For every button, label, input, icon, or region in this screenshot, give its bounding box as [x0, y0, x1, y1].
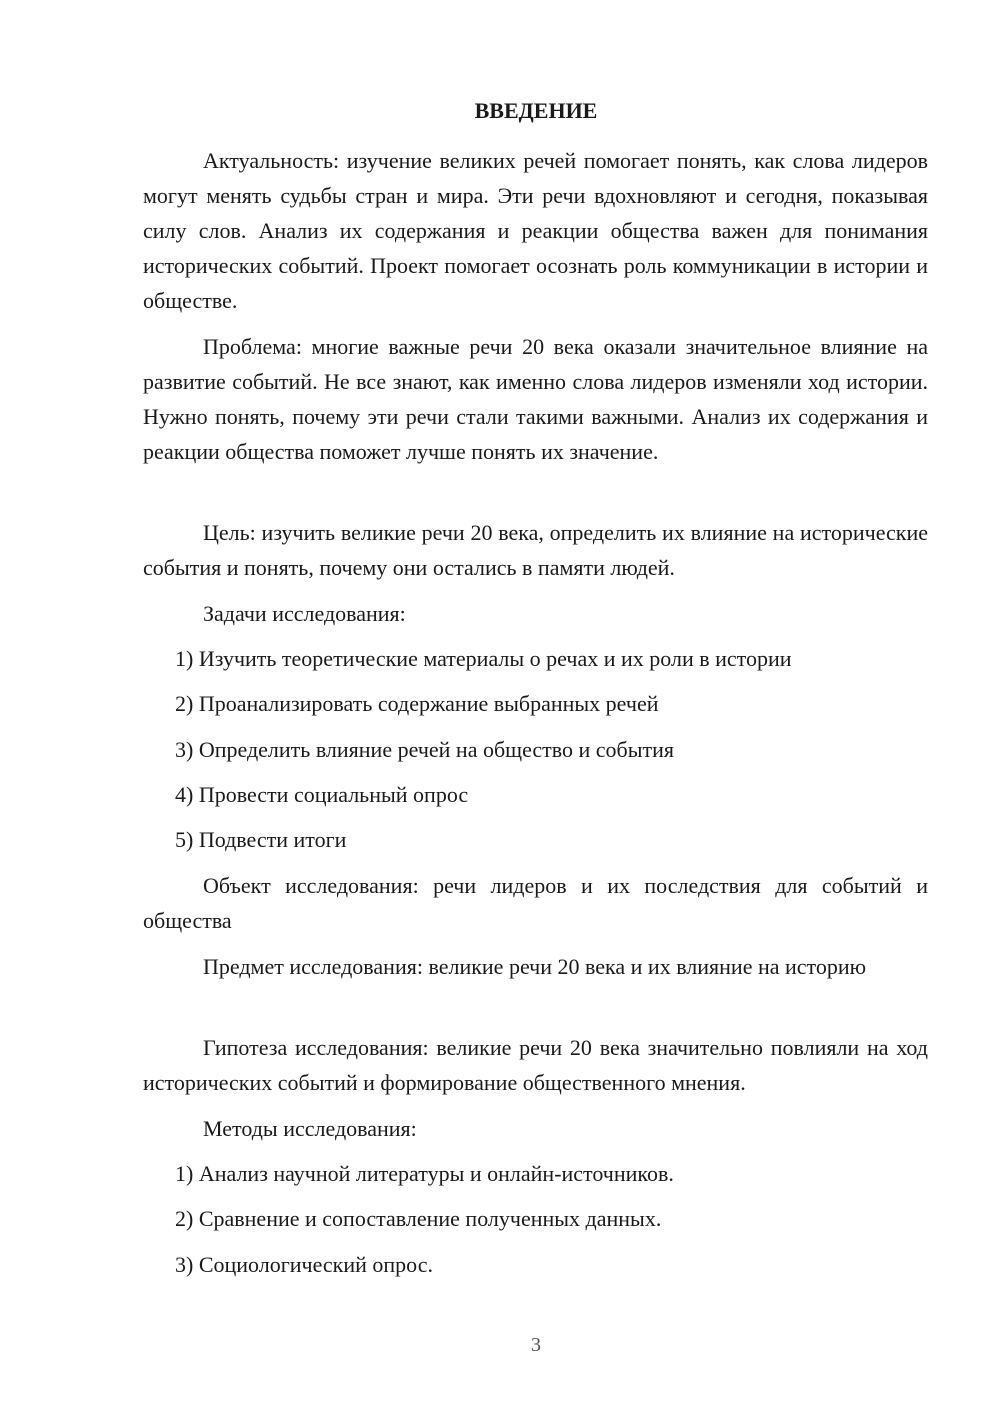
- section-title: ВВЕДЕНИЕ: [474, 98, 598, 123]
- tasks-heading: Задачи исследования:: [203, 601, 406, 626]
- task-item: 2) Проанализировать содержание выбранных речей: [175, 691, 659, 716]
- task-item: 4) Провести социальный опрос: [175, 782, 469, 807]
- problem-paragraph: Проблема: многие важные речи 20 века оказали значительное влияние на развитие событий. Не все знают, как именно слова лидеров изменяли ход истории. Нужно понять, почему эти речи стали такими важными. Анализ их содержания и реакции общества поможет лучше понять их значение.: [143, 334, 928, 464]
- task-item: 3) Определить влияние речей на общество и события: [175, 737, 675, 762]
- method-item: 3) Социологический опрос.: [175, 1252, 433, 1277]
- subject-paragraph: Предмет исследования: великие речи 20 века и их влияние на историю: [203, 954, 867, 979]
- method-item: 1) Анализ научной литературы и онлайн-источников.: [175, 1161, 674, 1186]
- task-item: 5) Подвести итоги: [175, 827, 347, 852]
- methods-heading: Методы исследования:: [203, 1116, 417, 1141]
- relevance-paragraph: Актуальность: изучение великих речей помогает понять, как слова лидеров могут менять судьбы стран и мира. Эти речи вдохновляют и сегодня, показывая силу слов. Анализ их содержания и реакции общества важен для понимания исторических событий. Проект помогает осознать роль коммуникации в истории и обществе.: [143, 148, 928, 313]
- page-number: 3: [531, 1334, 541, 1356]
- goal-paragraph: Цель: изучить великие речи 20 века, определить их влияние на исторические события и понять, почему они остались в памяти людей.: [143, 520, 928, 580]
- method-item: 2) Сравнение и сопоставление полученных данных.: [175, 1206, 662, 1231]
- object-paragraph: Объект исследования: речи лидеров и их последствия для событий и общества: [143, 873, 928, 933]
- task-item: 1) Изучить теоретические материалы о речах и их роли в истории: [175, 646, 792, 671]
- hypothesis-paragraph: Гипотеза исследования: великие речи 20 века значительно повлияли на ход исторических событий и формирование общественного мнения.: [143, 1035, 928, 1095]
